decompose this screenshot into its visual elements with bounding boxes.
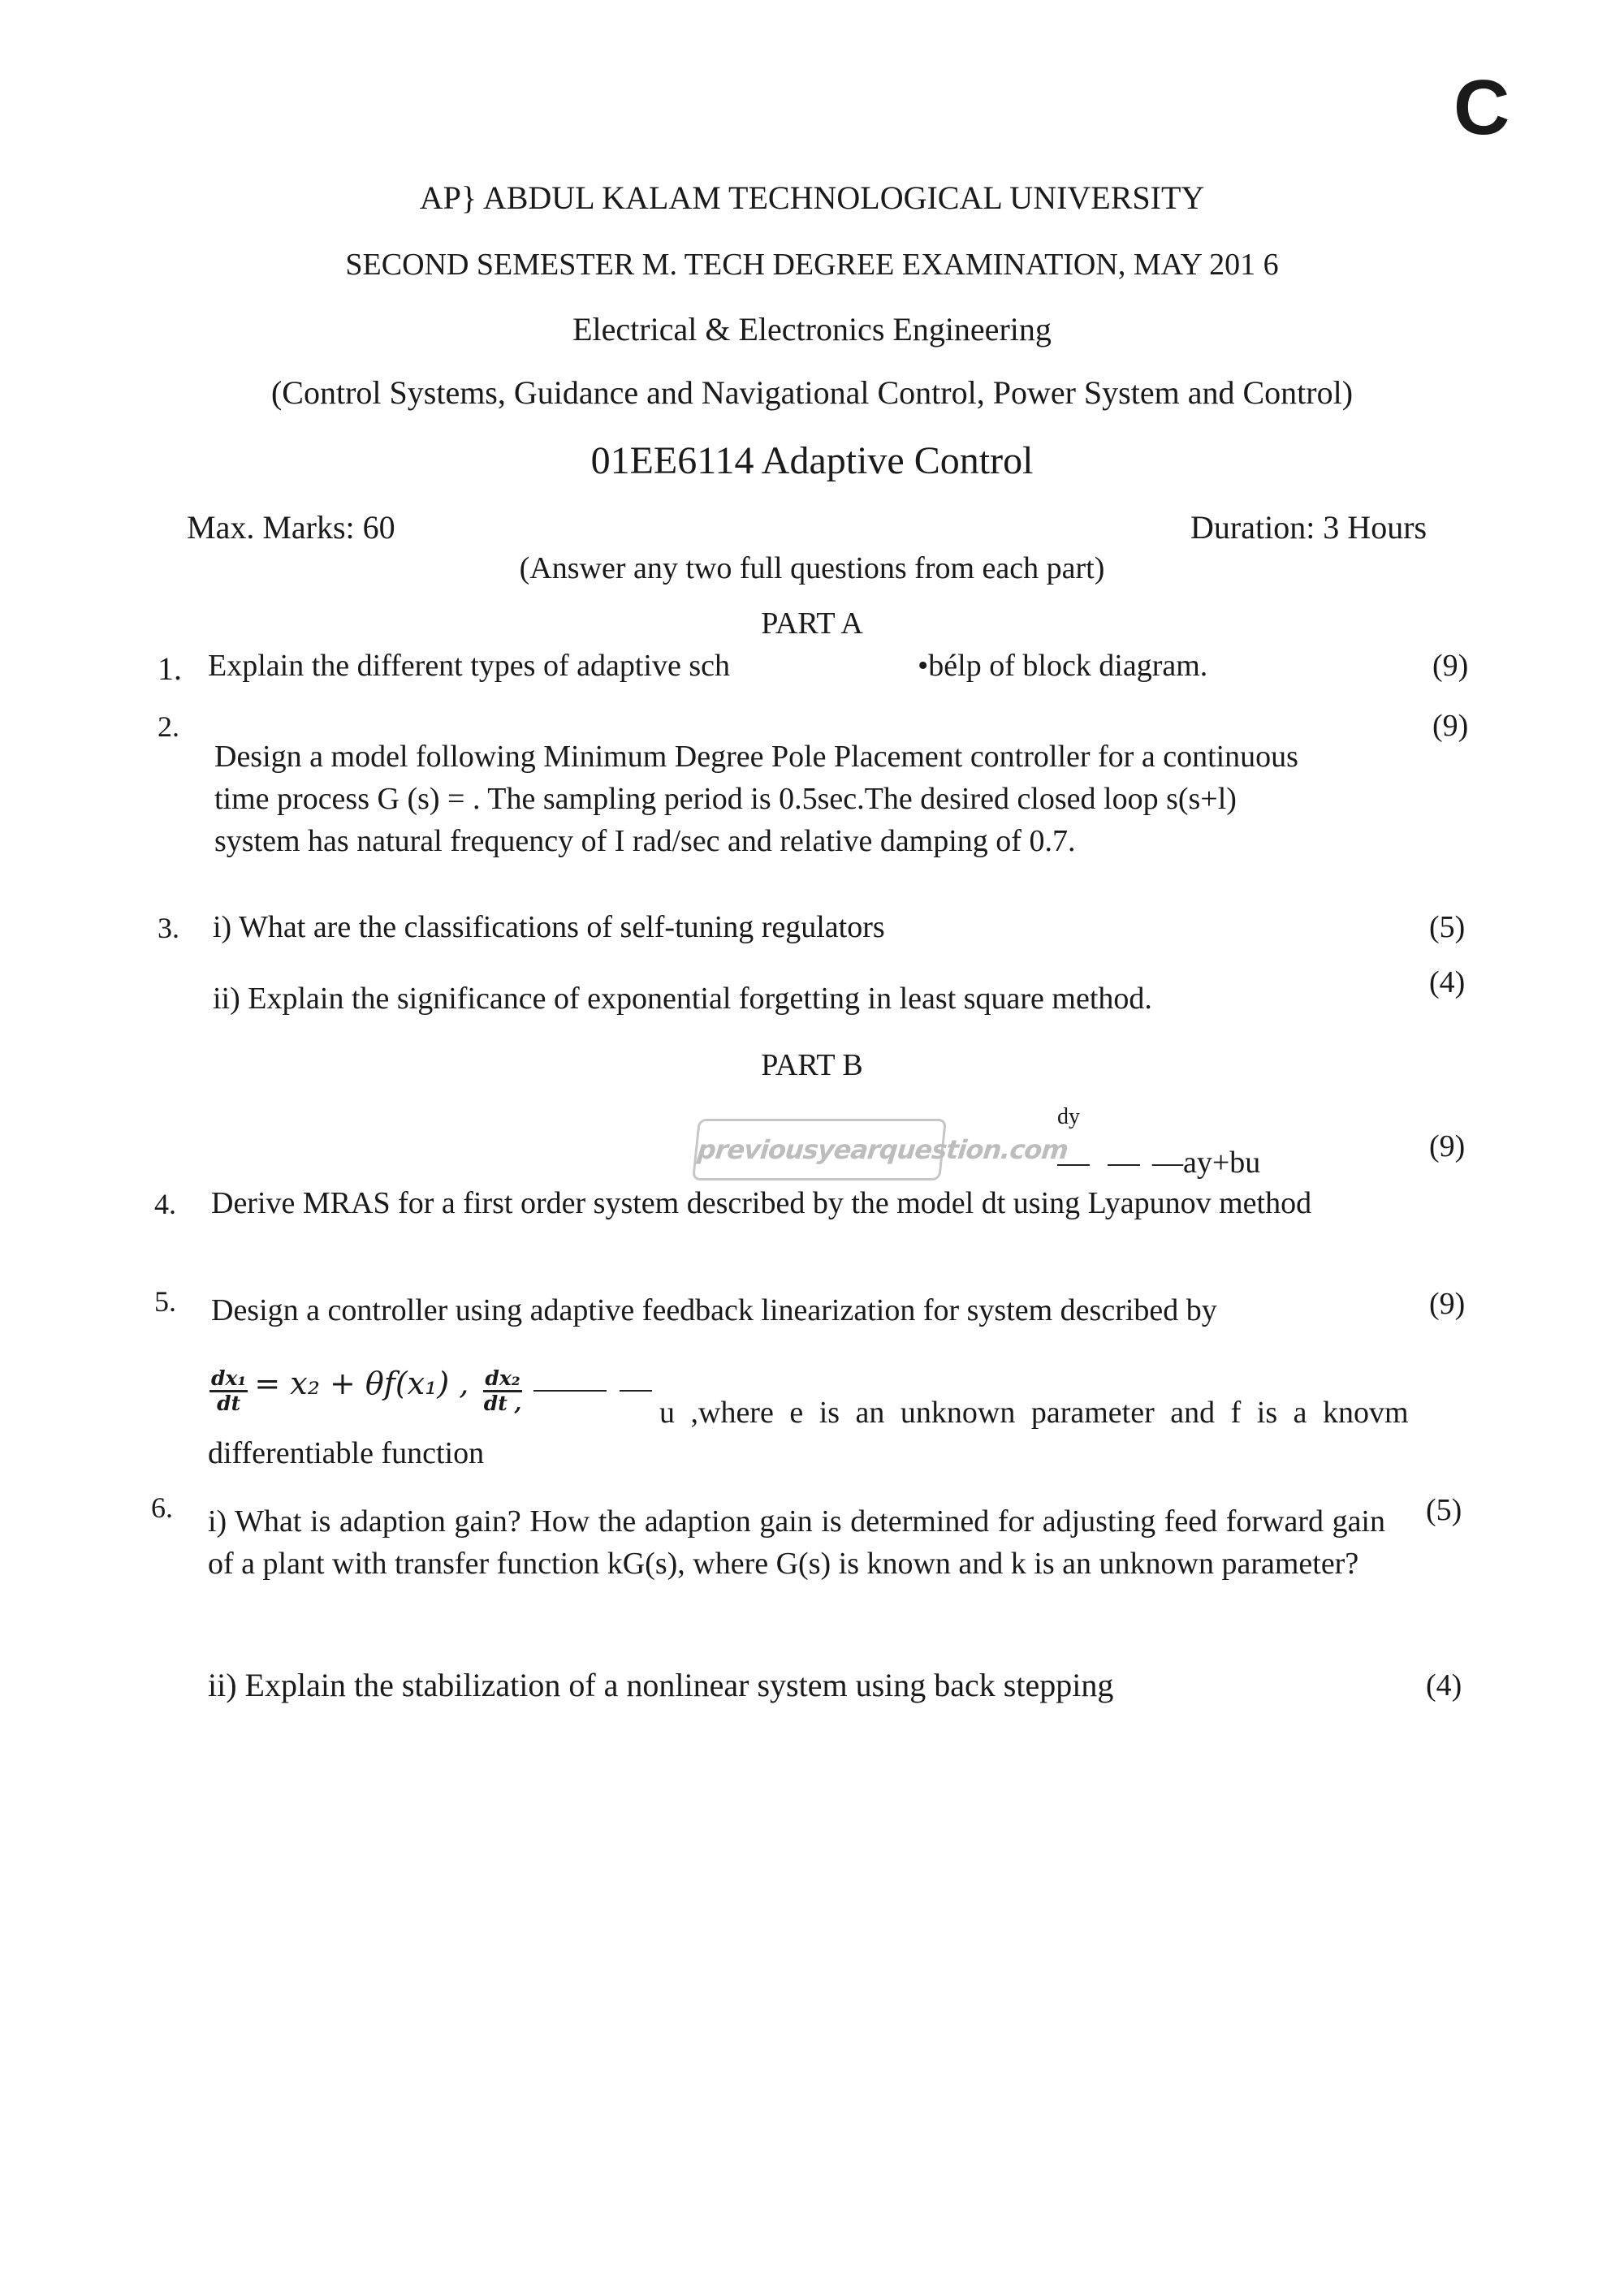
part-a-heading: PART A [761, 606, 863, 641]
instruction: (Answer any two full questions from each part) [519, 551, 1105, 585]
equation-dy: dy [1057, 1104, 1080, 1129]
question-text: i) What is adaption gain? How the adaption gain is determined for adjusting feed forward gain of a plant with transfer function kG(s), where G(s) is known and k is an unknown parameter? [208, 1504, 1385, 1581]
question-text: ii) Explain the stabilization of a nonlinear system using back stepping [208, 1667, 1114, 1703]
set-letter: C [1453, 64, 1510, 151]
equation-blank [533, 1390, 607, 1392]
marks: (5) [1429, 910, 1466, 944]
streams: (Control Systems, Guidance and Navigational Control, Power System and Control) [270, 374, 1354, 411]
question-text: Design a model following Minimum Degree Pole Placement controller for a continuous [214, 740, 1298, 774]
fraction-denominator: dt , [483, 1391, 522, 1415]
fraction-numerator: dx₁ [209, 1367, 248, 1392]
fraction-denominator: dt [217, 1391, 241, 1415]
course-title: 01EE6114 Adaptive Control [590, 439, 1034, 482]
question-text: differentiable function [208, 1436, 485, 1470]
equation-rhs: = x₂ + θf(x₁) , [254, 1366, 469, 1401]
question-text: i) What are the classifications of self-tuning regulators [213, 910, 885, 944]
university-name: AP} ABDUL KALAM TECHNOLOGICAL UNIVERSITY [419, 179, 1205, 216]
equation-blank [620, 1390, 652, 1392]
exam-title: SECOND SEMESTER M. TECH DEGREE EXAMINATION, MAY 201 6 [345, 248, 1279, 282]
marks: (5) [1426, 1493, 1462, 1527]
question-text: time process G (s) = . The sampling period is 0.5sec.The desired closed loop s(s+l) [214, 782, 1237, 816]
question-text: Design a controller using adaptive feedback linearization for system described by [211, 1293, 1217, 1327]
equation-blank [1108, 1164, 1140, 1166]
duration: Duration: 3 Hours [1190, 509, 1427, 546]
question-number: 5. [154, 1285, 176, 1318]
marks: (4) [1426, 1668, 1462, 1703]
marks: (9) [1432, 709, 1469, 743]
equation-blank [1057, 1164, 1090, 1166]
question-number: 6. [151, 1491, 173, 1524]
question-text: u ,where e is an unknown parameter and f is a knovm [659, 1396, 1409, 1430]
question-number: 4. [154, 1188, 176, 1220]
question-number: 1. [158, 650, 182, 687]
watermark: previousyearquestion.com [692, 1119, 947, 1180]
equation-rhs: —ay+bu [1152, 1146, 1261, 1180]
derivative-fraction [209, 1367, 248, 1415]
question-number: 2. [158, 710, 179, 743]
part-b-heading: PART B [761, 1048, 863, 1082]
marks: (4) [1429, 965, 1466, 999]
question-number: 3. [158, 912, 179, 944]
question-text: ii) Explain the significance of exponential forgetting in least square method. [213, 982, 1152, 1016]
department: Electrical & Electronics Engineering [572, 311, 1052, 347]
marks: (9) [1429, 1129, 1466, 1163]
equation-rhs-group [1052, 1145, 1260, 1180]
max-marks: Max. Marks: 60 [187, 509, 395, 546]
fraction-numerator: dx₂ [483, 1367, 521, 1392]
equation-line [206, 1366, 657, 1415]
marks: (9) [1429, 1287, 1466, 1321]
question-text: Derive MRAS for a first order system described by the model dt using Lyapunov method [211, 1186, 1312, 1220]
marks: (9) [1432, 649, 1469, 683]
question-text: Explain the different types of adaptive sch [208, 649, 730, 683]
question-text: system has natural frequency of I rad/sec and relative damping of 0.7. [214, 824, 1076, 858]
question-text: •bélp of block diagram. [918, 649, 1208, 683]
derivative-fraction [483, 1367, 521, 1415]
